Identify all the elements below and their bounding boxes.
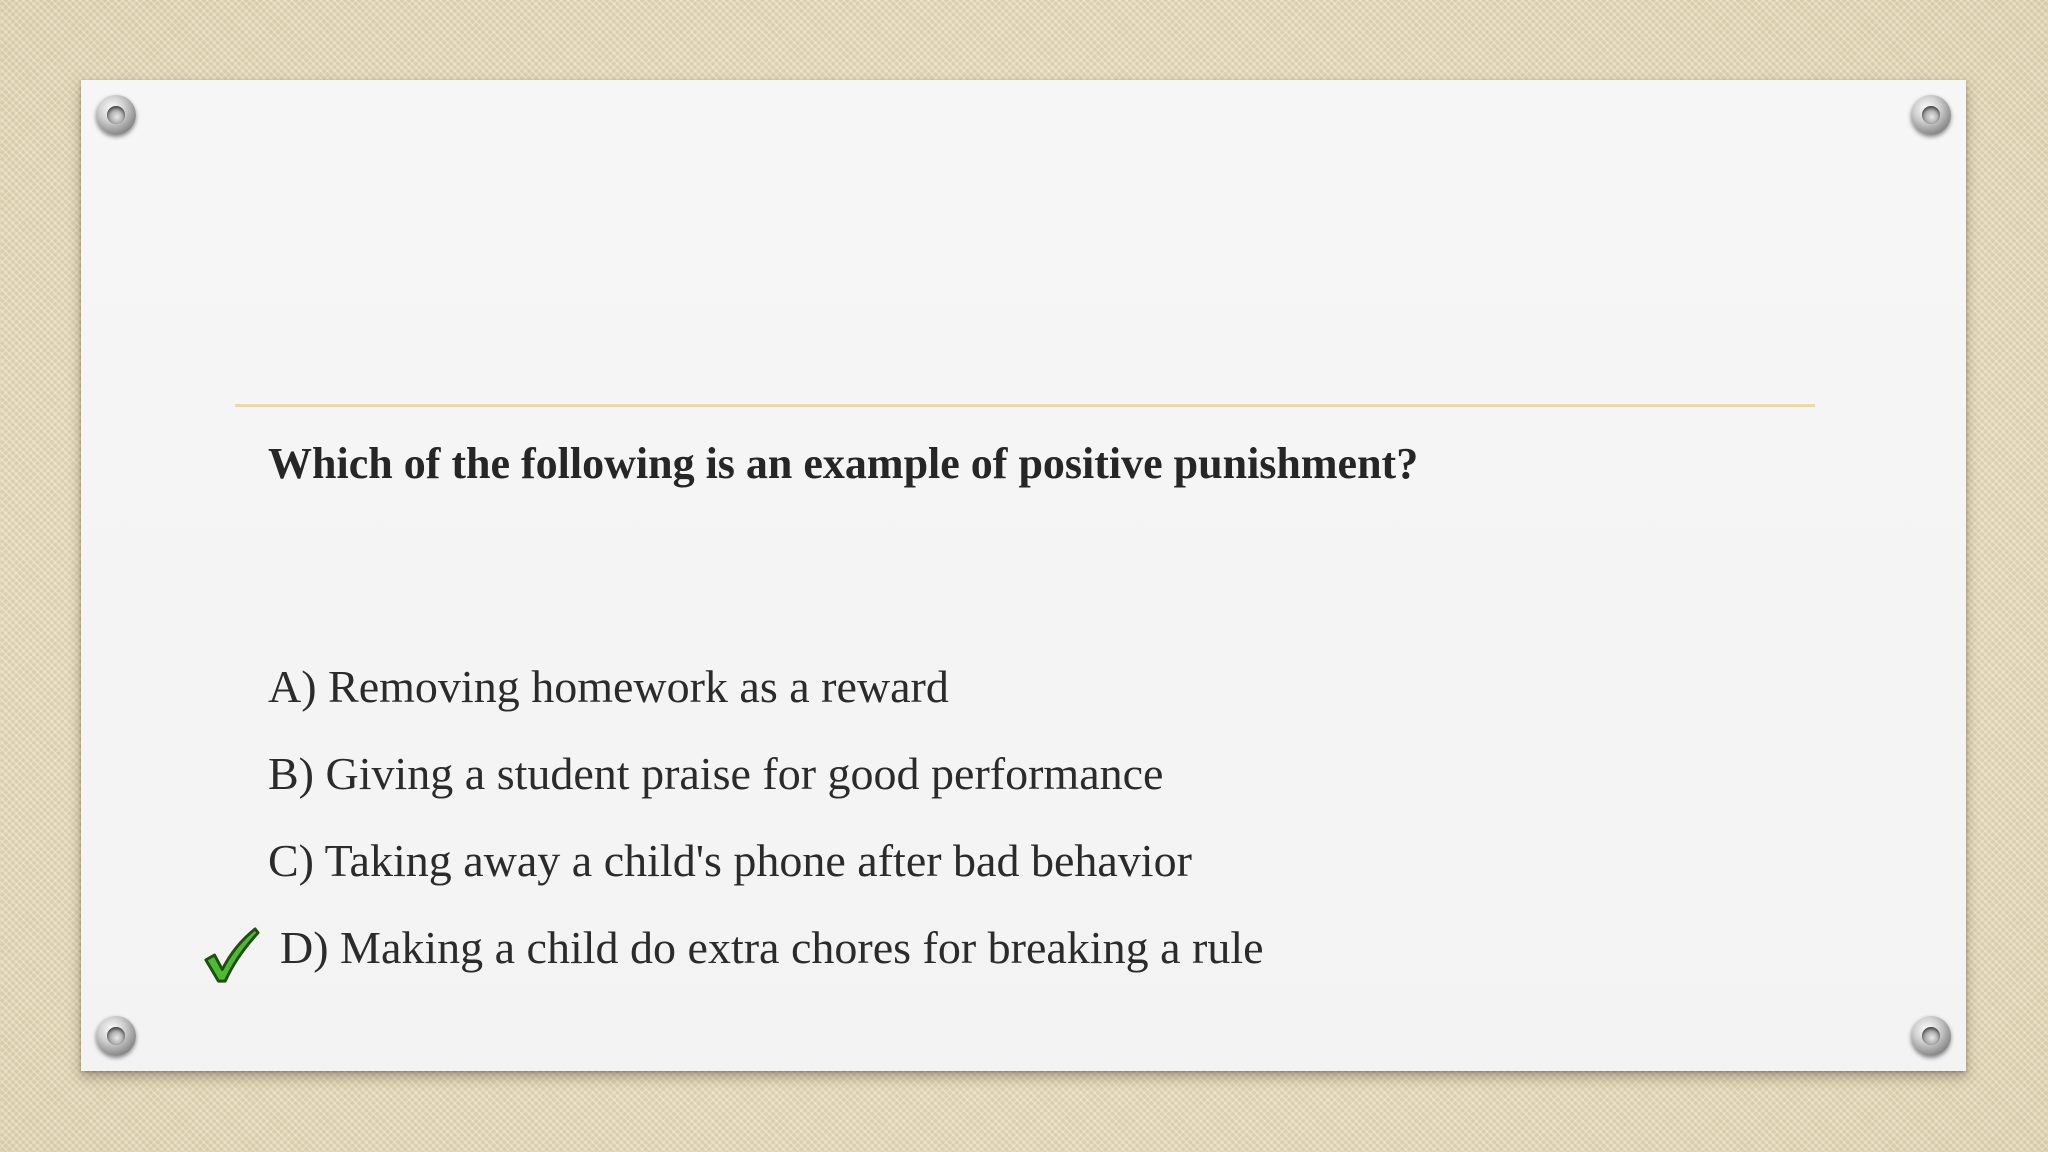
slide-card [81,80,1966,1071]
question-text: Which of the following is an example of positive punishment? [268,439,1419,488]
answer-option-c-text: C) Taking away a child's phone after bad behavior [268,835,1192,886]
answer-option-c [268,834,1264,921]
answer-option-d [268,921,1264,1008]
title-divider [235,404,1815,407]
grommet-icon-bottom-right [1911,1016,1951,1056]
grommet-icon-top-right [1911,95,1951,135]
answer-option-a-text: A) Removing homework as a reward [268,661,949,712]
answer-option-d-text: D) Making a child do extra chores for breaking a rule [280,922,1264,973]
answer-option-b-text: B) Giving a student praise for good performance [268,748,1164,799]
check-mark-icon [202,927,260,985]
answer-option-b [268,747,1264,834]
answer-option-a [268,660,1264,747]
grommet-icon-top-left [96,95,136,135]
grommet-icon-bottom-left [96,1016,136,1056]
answer-options-list [268,660,1264,1008]
